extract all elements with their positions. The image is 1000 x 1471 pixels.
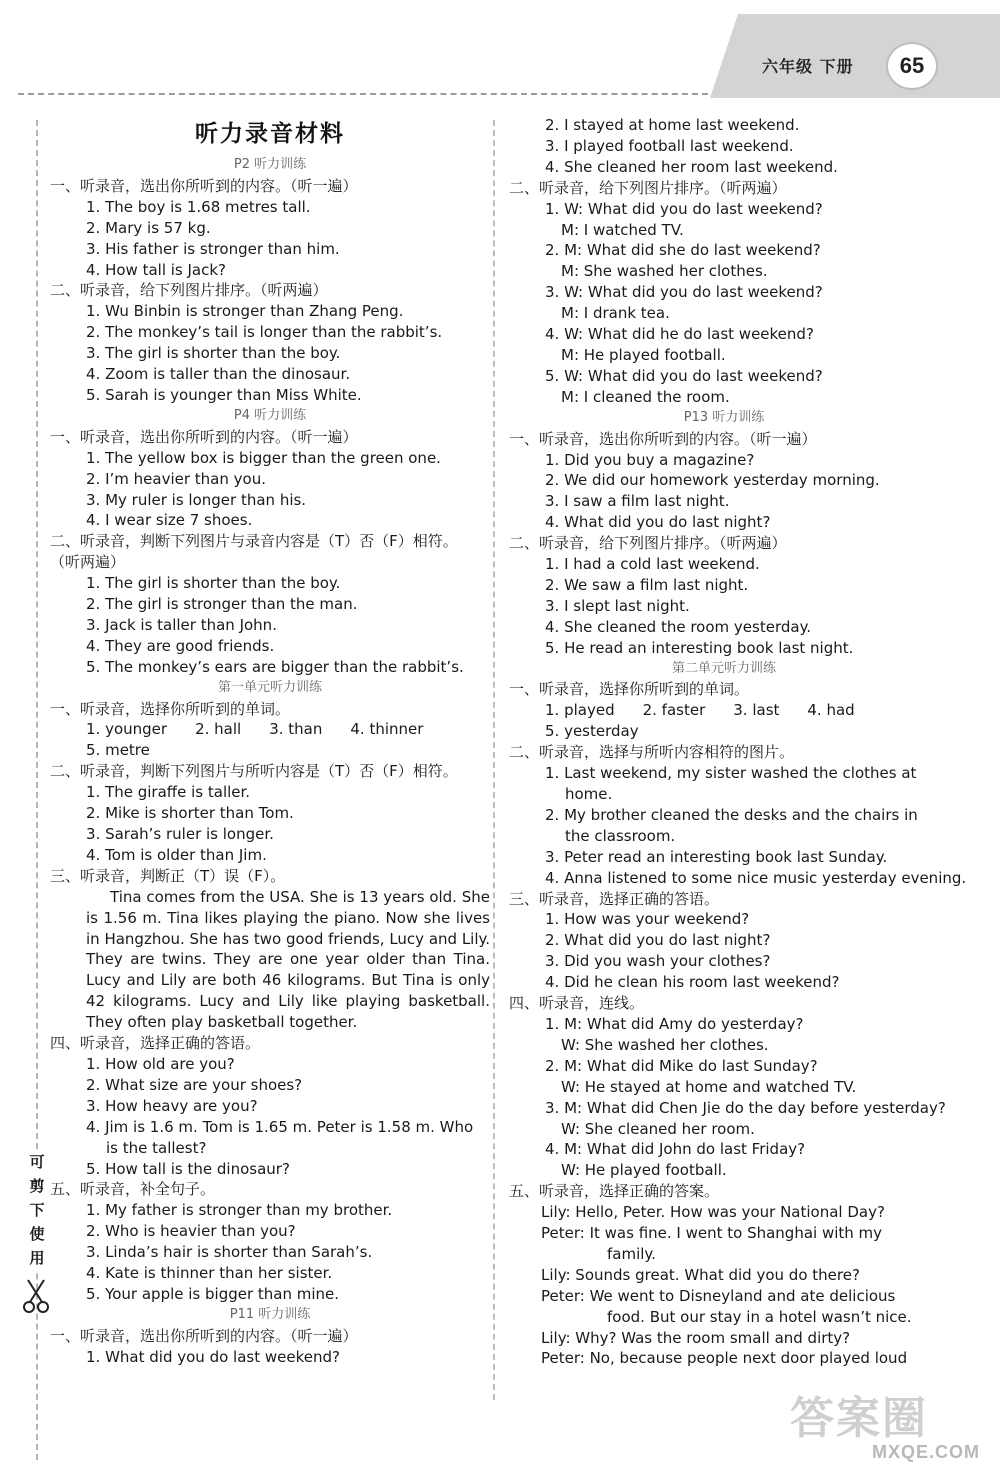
script-line: 4. How tall is Jack? [86, 260, 227, 279]
script-line: 3. His father is stronger than him. [86, 239, 340, 258]
script-line: 4. What did you do last night? [545, 513, 771, 532]
script-line: 4. W: What did he do last weekend? [545, 325, 814, 344]
script-line-reply: W: She washed her clothes. [561, 1035, 769, 1054]
script-line-reply: M: I watched TV. [561, 220, 684, 239]
watermark-brand: 答案圈 [790, 1393, 928, 1444]
section-heading: 三、听录音，选择正确的答语。 [509, 889, 720, 908]
script-line: 5. W: What did you do last weekend? [545, 366, 823, 385]
script-line: 2. I stayed at home last weekend. [545, 116, 800, 134]
script-line-reply: M: I drank tea. [561, 304, 670, 323]
script-line: 2. M: What did she do last weekend? [545, 241, 821, 260]
script-line: 3. Sarah’s ruler is longer. [86, 825, 274, 843]
section-heading: 一、听录音，选出你所听到的内容。（听一遍） [50, 176, 358, 195]
script-line-reply: W: She cleaned her room. [561, 1119, 755, 1138]
word-item: 3. last [733, 701, 780, 720]
script-line: 2. The girl is stronger than the man. [86, 595, 358, 614]
section-heading: 一、听录音，选出你所听到的内容。（听一遍） [50, 427, 358, 446]
script-line: 2. Who is heavier than you? [86, 1222, 296, 1241]
dialogue-line: Lily: Why? Was the room small and dirty? [541, 1328, 851, 1347]
script-line: 3. Did you wash your clothes? [545, 952, 771, 971]
script-line: 1. Did you buy a magazine? [545, 450, 755, 469]
script-line: 4. She cleaned the room yesterday. [545, 617, 812, 636]
section-heading: 二、听录音，给下列图片排序。（听两遍） [50, 281, 328, 300]
word-item: 4. had [807, 701, 855, 720]
script-line: 4. Anna listened to some nice music yesterday evening. [545, 868, 967, 887]
word-item: 4. thinner [350, 720, 424, 739]
grade-label: 六年级 下册 [762, 57, 854, 76]
word-item: 2. faster [642, 701, 706, 720]
word-item: 2. hall [195, 720, 242, 739]
script-line-cont: the classroom. [565, 826, 676, 845]
word-item: 5. yesterday [545, 722, 639, 741]
script-line: 5. Sarah is younger than Miss White. [86, 385, 362, 404]
section-heading: 四、听录音，选择正确的答语。 [50, 1034, 261, 1053]
header-divider [18, 93, 708, 95]
word-item: 3. than [269, 720, 323, 739]
script-line: 2. Mary is 57 kg. [86, 218, 211, 237]
script-line: 2. The monkey’s tail is longer than the rabbit’s. [86, 323, 443, 342]
script-line: 3. My ruler is longer than his. [86, 490, 307, 509]
script-line: 5. He read an interesting book last night. [545, 638, 854, 657]
script-line: 4. Tom is older than Jim. [86, 845, 267, 864]
section-subtitle: P11 听力训练 [229, 1306, 311, 1322]
script-line: 4. They are good friends. [86, 636, 275, 655]
script-line-cont: is the tallest? [106, 1138, 207, 1157]
script-line: 4. M: What did John do last Friday? [545, 1140, 806, 1159]
section-heading: 一、听录音，选择你所听到的单词。 [50, 699, 291, 718]
script-line: 2. Mike is shorter than Tom. [86, 804, 294, 823]
script-line: 1. M: What did Amy do yesterday? [545, 1014, 804, 1033]
section-subtitle: 第二单元听力训练 [671, 660, 776, 676]
script-line: 4. Zoom is taller than the dinosaur. [86, 365, 351, 384]
watermark [790, 1393, 990, 1466]
script-line: 3. Linda’s hair is shorter than Sarah’s. [86, 1243, 373, 1262]
script-line: 5. Your apple is bigger than mine. [86, 1284, 340, 1303]
section-heading-cont: （听两遍） [50, 553, 126, 572]
script-line: 1. The giraffe is taller. [86, 783, 251, 802]
dialogue-line-cont: food. But our stay in a hotel wasn’t nice. [607, 1307, 912, 1326]
section-heading: 一、听录音，选出你所听到的内容。（听一遍） [509, 429, 817, 448]
dialogue-line: Peter: We went to Disneyland and ate delicious [541, 1286, 896, 1305]
script-line: 5. How tall is the dinosaur? [86, 1159, 290, 1178]
script-line: 1. I had a cold last weekend. [545, 555, 760, 574]
script-line-reply: W: He stayed at home and watched TV. [561, 1077, 857, 1096]
script-line: 4. Did he clean his room last weekend? [545, 973, 840, 992]
dialogue-line: Lily: Sounds great. What did you do there? [541, 1265, 860, 1284]
script-line: 3. I played football last weekend. [545, 136, 794, 155]
script-line: 4. I wear size 7 shoes. [86, 511, 253, 530]
dialogue-line-cont: family. [607, 1244, 656, 1263]
script-line: 3. W: What did you do last weekend? [545, 283, 823, 302]
column-divider [493, 120, 495, 1400]
section-heading: 二、听录音，选择与所听内容相符的图片。 [509, 743, 795, 762]
script-line: 3. M: What did Chen Jie do the day before yesterday? [545, 1098, 946, 1117]
script-line: 1. The yellow box is bigger than the green one. [86, 448, 441, 467]
script-line: 1. W: What did you do last weekend? [545, 199, 823, 218]
right-column [509, 115, 967, 1369]
dialogue-line: Peter: It was fine. I went to Shanghai with my [541, 1224, 883, 1243]
script-line-reply: W: He played football. [561, 1161, 727, 1180]
header-tab [710, 14, 1000, 98]
word-list [509, 700, 939, 721]
script-line: 3. The girl is shorter than the boy. [86, 344, 341, 363]
section-heading: 五、听录音，补全句子。 [50, 1180, 216, 1199]
script-line: 1. Wu Binbin is stronger than Zhang Peng. [86, 302, 404, 321]
scissors-icon [22, 1278, 50, 1314]
script-line: 1. Last weekend, my sister washed the clothes at [545, 764, 917, 783]
passage: Tina comes from the USA. She is 13 years old. She is 1.56 m. Tina likes playing the piano. Now she lives in Hangzhou. She has two good friends, Lucy and Lily. They are twins. They are one year older than Tina. Lucy and Lily are both 46 kilograms. But Tina is only 42 kilograms. Lucy and Lily like playing basketball. They often play basketball together. [86, 887, 491, 1032]
script-line: 2. We saw a film last night. [545, 575, 749, 594]
section-subtitle: P2 听力训练 [233, 157, 307, 172]
script-line: 2. What size are your shoes? [86, 1075, 303, 1094]
script-line: 4. Jim is 1.6 m. Tom is 1.65 m. Peter is 1.58 m. Who [86, 1117, 474, 1136]
watermark-site: MXQE.COM [871, 1442, 980, 1462]
script-line: 3. Jack is taller than John. [86, 615, 277, 634]
script-line: 3. Peter read an interesting book last Sunday. [545, 847, 888, 866]
script-line: 1. How old are you? [86, 1054, 235, 1073]
script-line: 1. How was your weekend? [545, 910, 750, 929]
script-line: 2. I’m heavier than you. [86, 469, 266, 488]
dialogue-line: Lily: Hello, Peter. How was your National Day? [541, 1203, 885, 1222]
script-line: 3. I slept last night. [545, 596, 690, 615]
section-heading: 二、听录音，判断下列图片与所听内容是（T）否（F）相符。 [50, 762, 458, 781]
section-subtitle: 第一单元听力训练 [217, 679, 322, 695]
script-line: 2. We did our homework yesterday morning. [545, 471, 880, 490]
script-line: 4. She cleaned her room last weekend. [545, 157, 838, 176]
script-line: 2. My brother cleaned the desks and the chairs in [545, 805, 918, 824]
script-line-reply: M: She washed her clothes. [561, 262, 768, 281]
script-line-reply: M: I cleaned the room. [561, 387, 730, 406]
left-column [50, 113, 490, 1368]
section-subtitle: P13 听力训练 [683, 409, 765, 425]
dialogue-line: Peter: No, because people next door played loud [541, 1349, 908, 1368]
script-line: 1. My father is stronger than my brother. [86, 1201, 393, 1220]
script-line: 3. I saw a film last night. [545, 492, 730, 511]
page-number: 65 [886, 42, 938, 90]
section-heading: 二、听录音，给下列图片排序。（听两遍） [509, 178, 787, 197]
script-line: 2. M: What did Mike do last Sunday? [545, 1056, 818, 1075]
section-heading: 一、听录音，选择你所听到的单词。 [509, 680, 750, 699]
word-list [50, 719, 490, 740]
script-line: 3. How heavy are you? [86, 1096, 258, 1115]
section-heading: 二、听录音，给下列图片排序。（听两遍） [509, 534, 787, 553]
script-line: 5. The monkey’s ears are bigger than the rabbit’s. [86, 657, 464, 676]
script-line: 1. The boy is 1.68 metres tall. [86, 197, 311, 216]
section-heading: 五、听录音，选择正确的答案。 [509, 1182, 720, 1201]
word-item: 5. metre [86, 741, 150, 760]
section-heading: 一、听录音，选出你所听到的内容。（听一遍） [50, 1326, 358, 1345]
script-line: 4. Kate is thinner than her sister. [86, 1264, 333, 1283]
script-line-reply: M: He played football. [561, 345, 726, 364]
script-line: 1. The girl is shorter than the boy. [86, 574, 341, 593]
section-heading: 二、听录音，判断下列图片与录音内容是（T）否（F）相符。 [50, 532, 458, 551]
script-line: 1. What did you do last weekend? [86, 1347, 340, 1366]
word-item: 1. younger [86, 720, 168, 739]
page-title: 听力录音材料 [195, 121, 345, 147]
section-subtitle: P4 听力训练 [233, 407, 307, 423]
script-line-cont: home. [565, 785, 613, 803]
script-line: 2. What did you do last night? [545, 931, 771, 950]
section-heading: 三、听录音，判断正（T）误（F）。 [50, 866, 286, 885]
word-item: 1. played [545, 701, 615, 720]
section-heading: 四、听录音，连线。 [509, 994, 645, 1013]
cut-label: 可剪下使用 [26, 1150, 48, 1270]
